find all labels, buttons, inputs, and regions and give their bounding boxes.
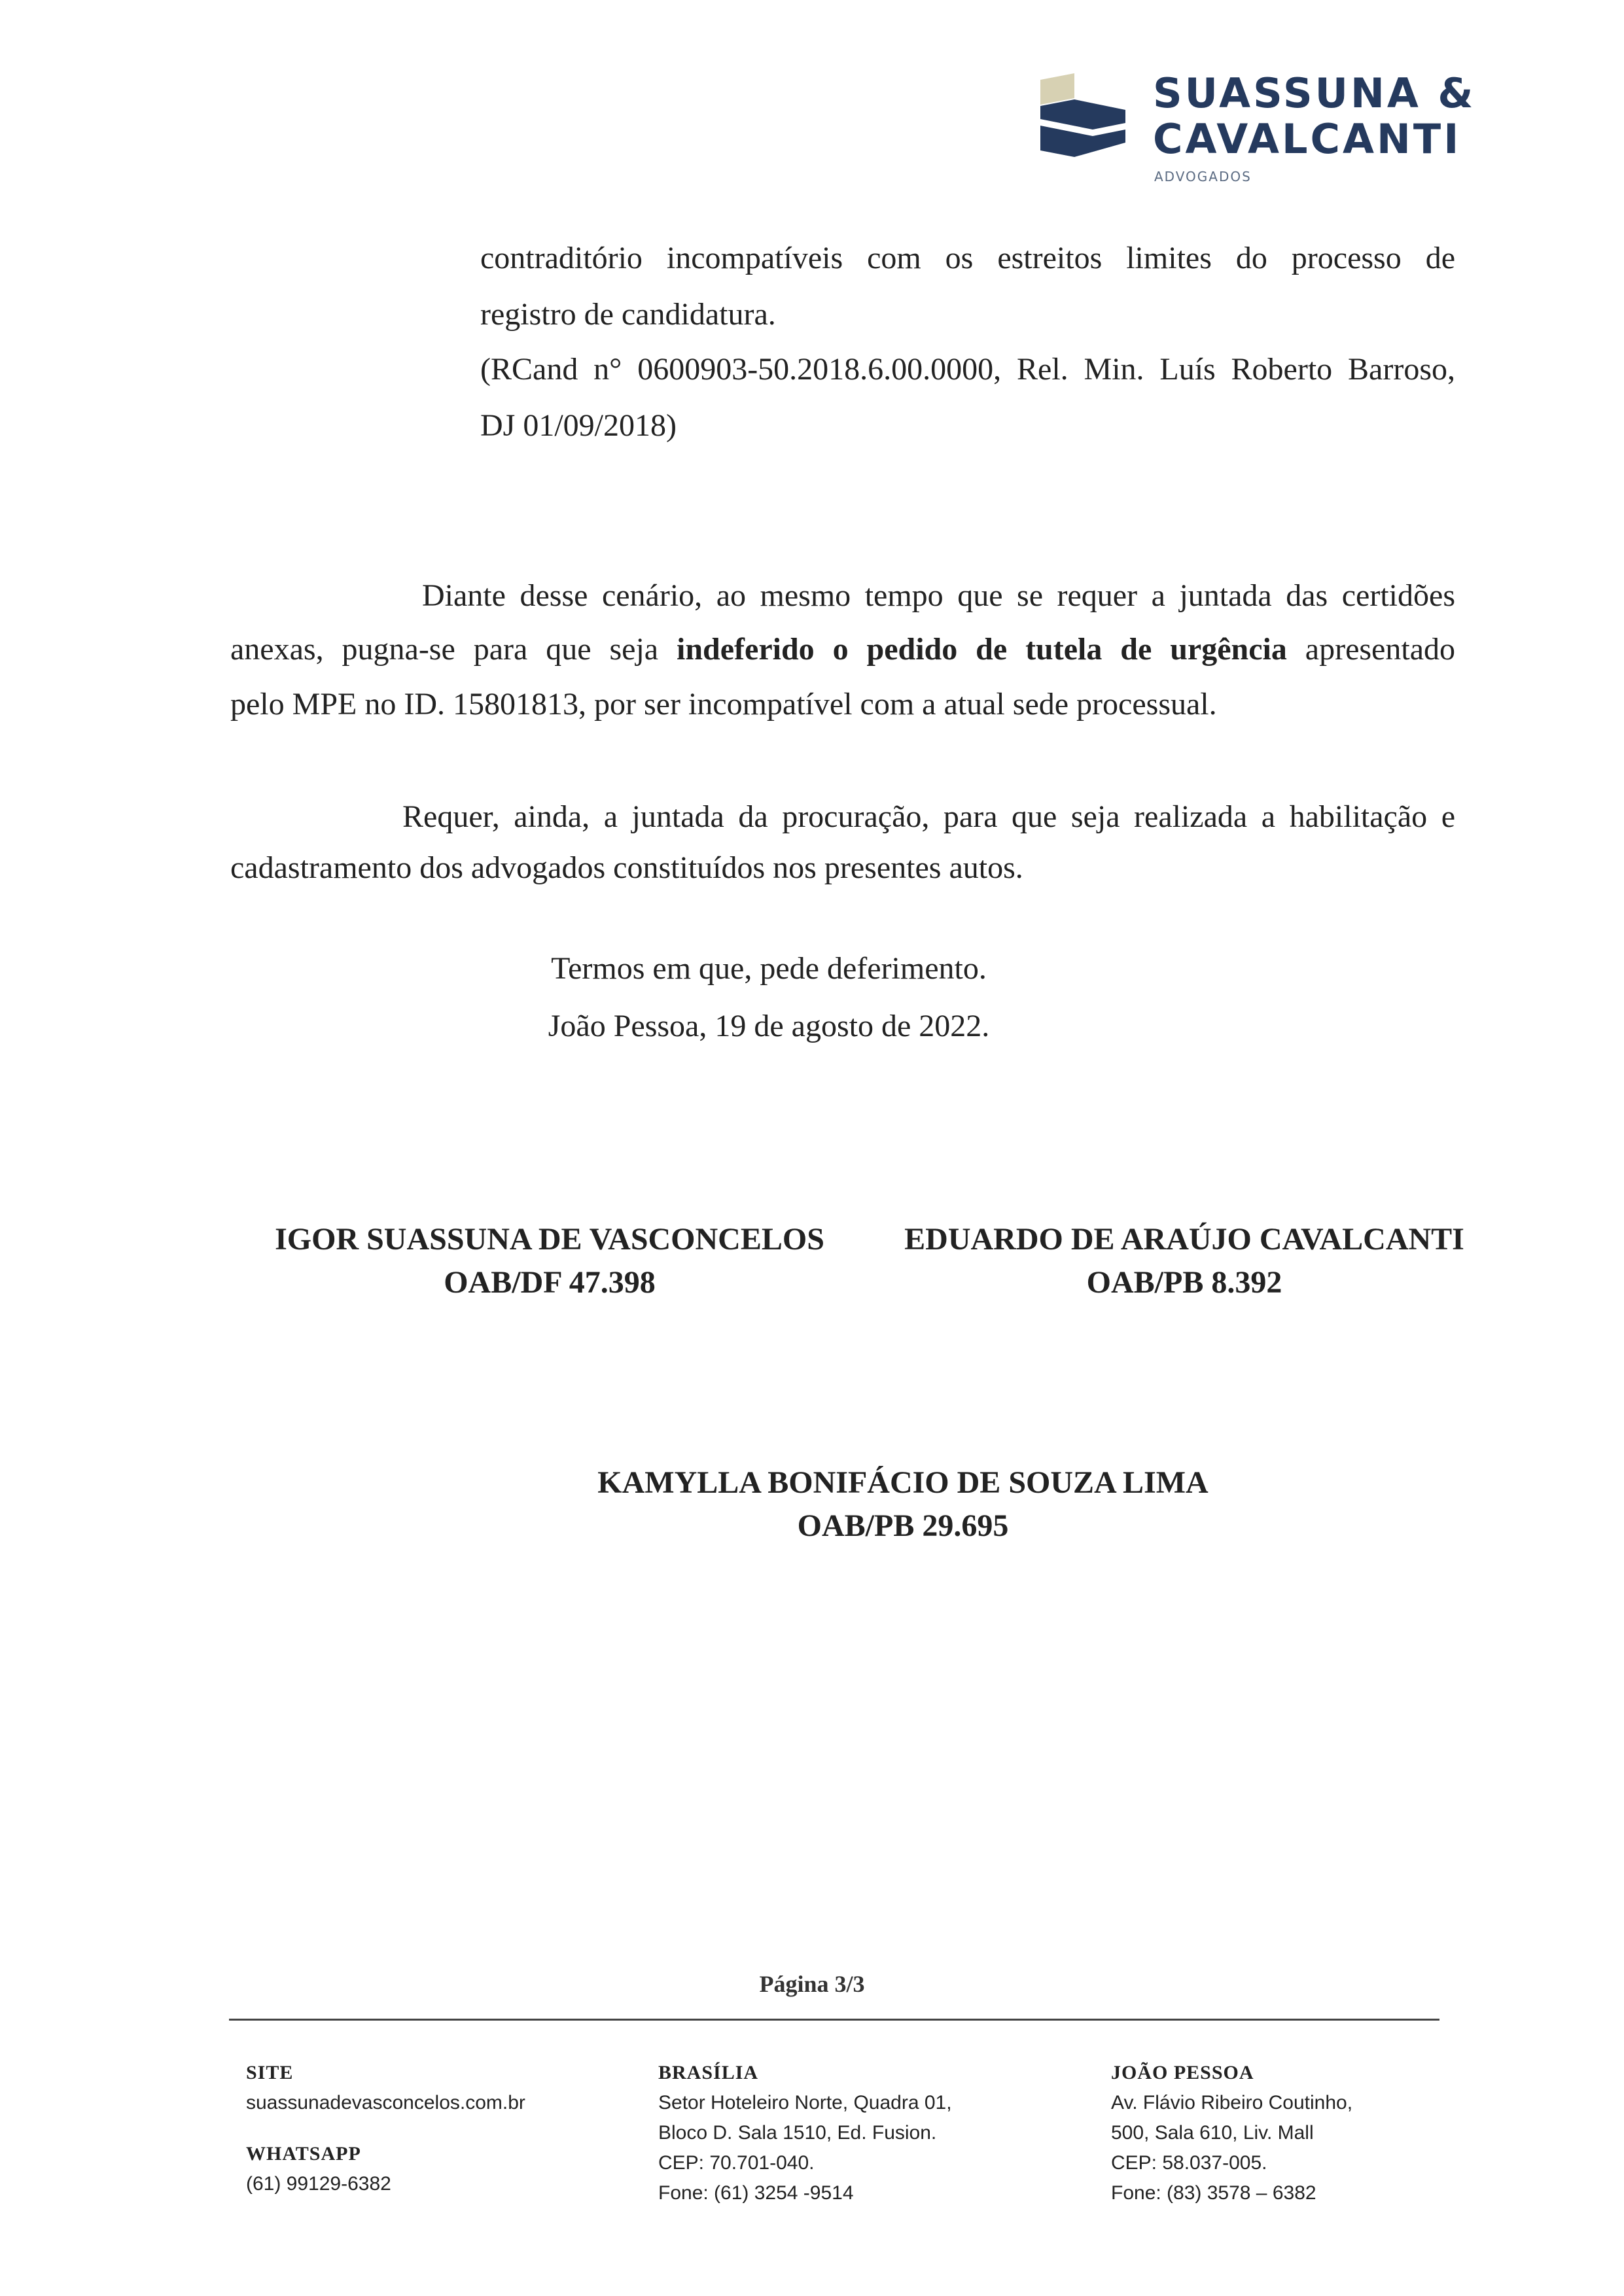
quote-citation-line: (RCand n° 0600903-50.2018.6.00.0000, Rel. Min. Luís Roberto Barroso, — [480, 352, 1455, 387]
footer-whatsapp-heading: WHATSAPP — [246, 2143, 361, 2165]
footer-address-line: CEP: 58.037-005. — [1111, 2152, 1267, 2174]
logo-name-line2: CAVALCANTI — [1153, 115, 1462, 163]
paragraph-line: Diante desse cenário, ao mesmo tempo que se requer a juntada das certidões — [422, 578, 1455, 613]
footer-phone: Fone: (61) 3254 -9514 — [658, 2182, 854, 2204]
paragraph-line: anexas, pugna-se para que seja indeferido o pedido de tutela de urgência apresentado — [230, 632, 1455, 667]
footer-divider — [229, 2019, 1439, 2021]
signature-oab: OAB/PB 29.695 — [797, 1508, 1009, 1543]
quote-line: registro de candidatura. — [480, 297, 776, 332]
footer-whatsapp-number: (61) 99129-6382 — [246, 2173, 391, 2195]
footer-address-line: Setor Hoteleiro Norte, Quadra 01, — [658, 2092, 952, 2113]
logo-subtitle: ADVOGADOS — [1154, 169, 1252, 184]
footer-address-line: CEP: 70.701-040. — [658, 2152, 815, 2174]
paragraph-line: cadastramento dos advogados constituídos nos presentes autos. — [230, 850, 1023, 885]
paragraph-line: Requer, ainda, a juntada da procuração, para que seja realizada a habilitação e — [402, 799, 1455, 834]
footer-brasilia-heading: BRASÍLIA — [658, 2062, 759, 2083]
page-number: Página 3/3 — [759, 1971, 865, 1997]
signature-name: EDUARDO DE ARAÚJO CAVALCANTI — [904, 1222, 1464, 1257]
signature-oab: OAB/DF 47.398 — [444, 1265, 656, 1300]
signature-oab: OAB/PB 8.392 — [1086, 1265, 1282, 1300]
firm-logo-icon — [1040, 73, 1139, 158]
footer-address-line: 500, Sala 610, Liv. Mall — [1111, 2122, 1314, 2144]
logo-name-line1: SUASSUNA & — [1153, 69, 1476, 117]
footer-address-line: Bloco D. Sala 1510, Ed. Fusion. — [658, 2122, 937, 2144]
date-line: João Pessoa, 19 de agosto de 2022. — [548, 1009, 990, 1043]
emphasis-text: indeferido o pedido de tutela de urgência — [677, 632, 1287, 667]
footer-phone: Fone: (83) 3578 – 6382 — [1111, 2182, 1316, 2204]
footer-address-line: Av. Flávio Ribeiro Coutinho, — [1111, 2092, 1353, 2113]
footer-site-link[interactable]: suassunadevasconcelos.com.br — [246, 2092, 525, 2113]
footer-site-heading: SITE — [246, 2062, 294, 2083]
quote-citation-line: DJ 01/09/2018) — [480, 408, 677, 443]
paragraph-line: pelo MPE no ID. 15801813, por ser incompatível com a atual sede processual. — [230, 687, 1217, 722]
signature-name: IGOR SUASSUNA DE VASCONCELOS — [275, 1222, 824, 1257]
closing-line: Termos em que, pede deferimento. — [551, 951, 987, 986]
quote-line: contraditório incompatíveis com os estreitos limites do processo de — [480, 241, 1455, 275]
signature-name: KAMYLLA BONIFÁCIO DE SOUZA LIMA — [597, 1465, 1209, 1500]
footer-joaopessoa-heading: JOÃO PESSOA — [1111, 2062, 1254, 2083]
